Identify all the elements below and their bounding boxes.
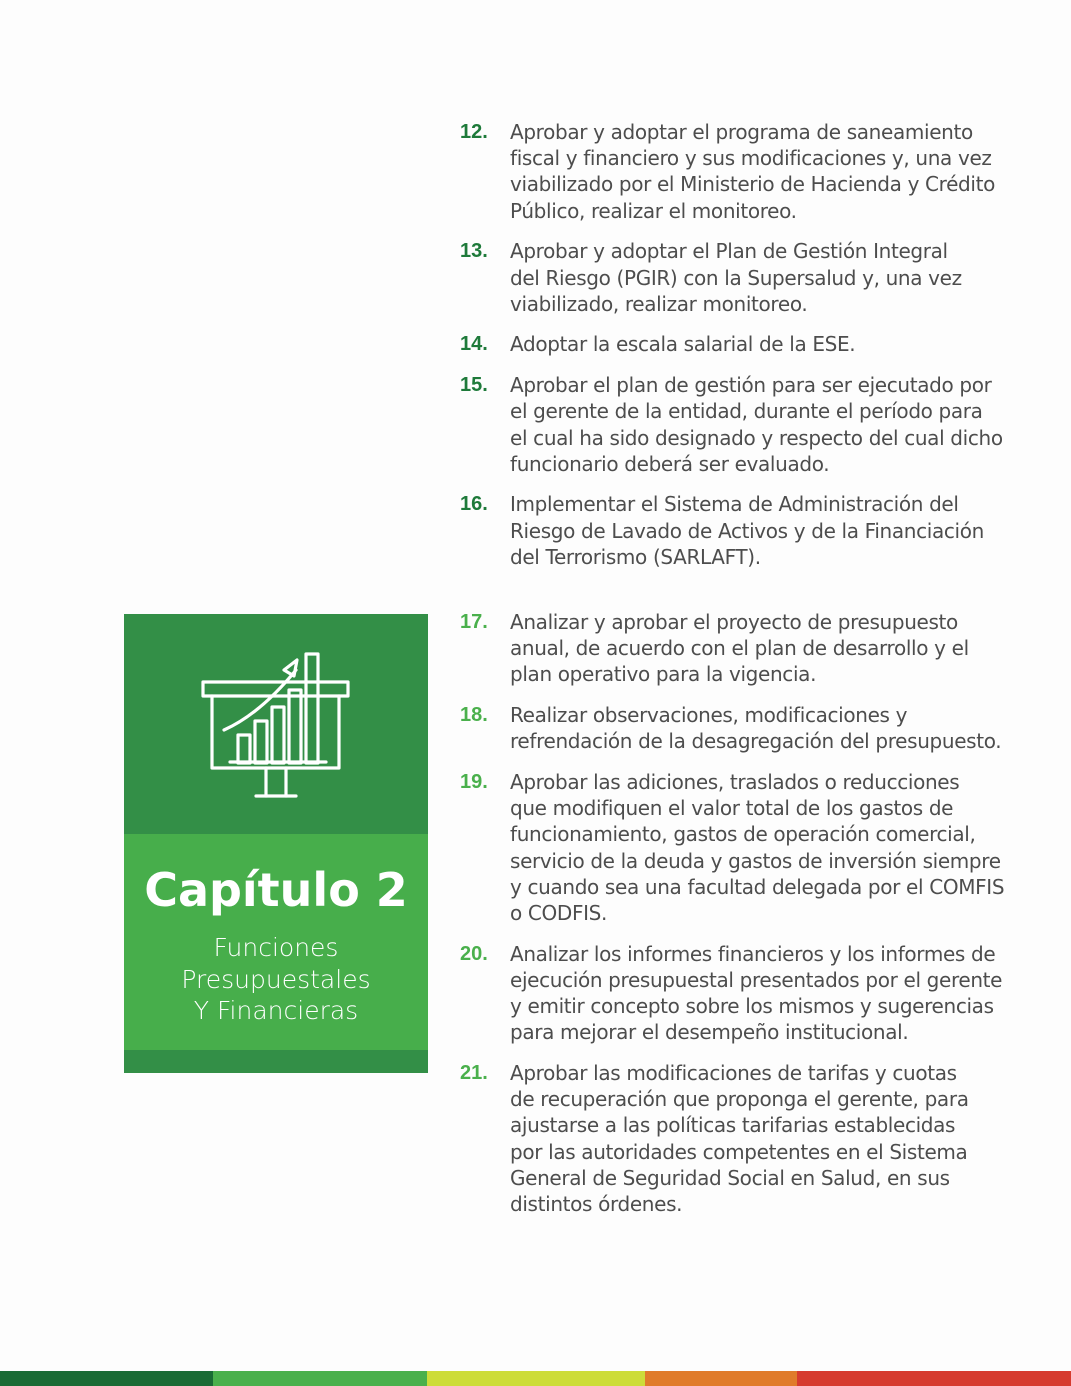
list-item [460,609,1020,688]
list-item [460,372,1020,477]
item-number: 21. [460,1062,488,1085]
item-text: Implementar el Sistema de Administración del Riesgo de Lavado de Activos y de la Financiación del Terrorismo (SARLAFT). [510,492,984,569]
item-number: 17. [460,611,488,633]
list-item [460,702,1020,754]
list-item [460,941,1020,1046]
item-text: Adoptar la escala salarial de la ESE. [510,332,856,357]
item-number: 20. [460,942,488,965]
color-bar-segment [213,1371,427,1386]
list-item [460,491,1020,570]
color-bar-segment [645,1371,797,1386]
list-item [460,238,1020,317]
list-item [460,1060,1020,1217]
item-text: Aprobar las adiciones, traslados o reducciones que modifiquen el valor total de los gastos de funcionamiento, gastos de operación comercial, servicio de la deuda y gastos de inversión siempre y cuando sea una facultad delegada por el COMFIS o CODFIS. [510,770,1005,926]
item-text: Aprobar el plan de gestión para ser ejecutado por el gerente de la entidad, durante el período para el cual ha sido designado y respecto del cual dicho funcionario deberá ser evaluado. [510,373,1003,476]
item-number: 14. [460,333,488,356]
item-text: Aprobar y adoptar el programa de saneamiento fiscal y financiero y sus modificaciones y, una vez viabilizado por el Ministerio de Hacienda y Crédito Público, realizar el monitoreo. [510,120,995,223]
item-text: Aprobar y adoptar el Plan de Gestión Integral del Riesgo (PGIR) con la Supersalud y, una vez viabilizado, realizar monitoreo. [510,239,962,316]
color-bar-segment [0,1371,213,1386]
chapter-subtitle: Funciones Presupuestales Y Financieras [181,933,371,1025]
list-item [460,119,1020,224]
chapter-title: Capítulo 2 [144,863,408,917]
item-text: Aprobar las modificaciones de tarifas y cuotas de recuperación que proponga el gerente, para ajustarse a las políticas tarifarias establecidas por las autoridades competentes en el Sistema General de Seguridad Social en Salud, en sus distintos órdenes. [510,1061,969,1217]
color-bar-segment [797,1371,1071,1386]
item-text: Analizar y aprobar el proyecto de presupuesto anual, de acuerdo con el plan de desarrollo y el plan operativo para la vigencia. [510,610,969,687]
item-text: Analizar los informes financieros y los informes de ejecución presupuestal presentados por el gerente y emitir concepto sobre los mismos y sugerencias para mejorar el desempeño institucional. [510,941,1003,1045]
color-bar-segment [427,1371,645,1386]
chapter-card-band [124,1050,428,1073]
item-number: 13. [460,240,488,263]
item-number: 12. [460,121,488,143]
item-number: 16. [460,493,488,516]
item-text: Realizar observaciones, modificaciones y refrendación de la desagregación del presupuesto. [510,703,1002,754]
list-item [460,331,1020,357]
function-list-top [460,119,1020,585]
footer-color-bar [0,1371,1071,1386]
item-number: 18. [460,704,488,727]
chapter-card [124,614,428,1073]
function-list-bottom [460,609,1020,1232]
presentation-chart-icon [200,650,352,802]
list-item [460,769,1020,926]
item-number: 19. [460,771,488,794]
item-number: 15. [460,374,488,397]
